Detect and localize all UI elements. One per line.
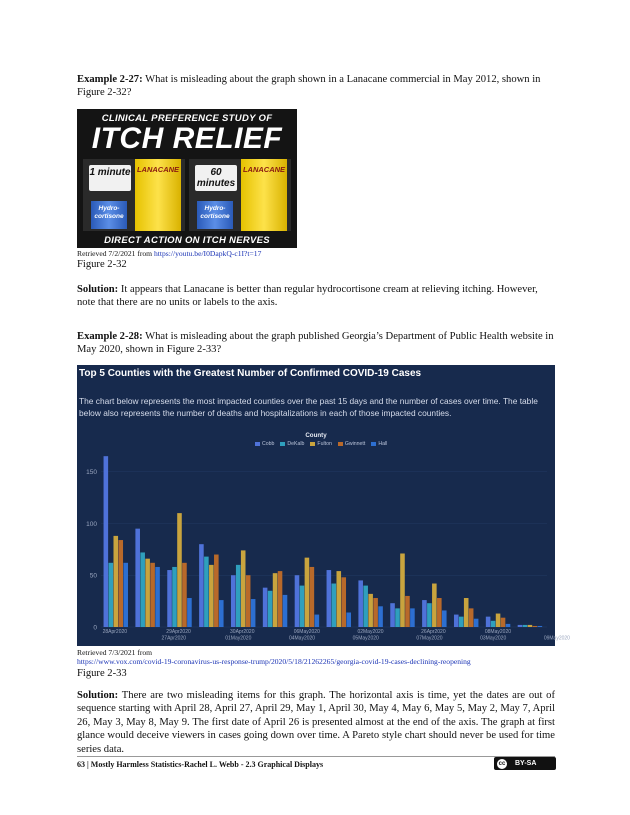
bar — [378, 606, 383, 627]
cc-icon: cc — [498, 760, 506, 767]
lanacane-ad-image — [77, 109, 297, 248]
bar — [533, 626, 538, 627]
covid-chart — [77, 365, 570, 646]
bar — [231, 575, 236, 627]
solution-label: Solution: — [77, 690, 119, 701]
bar — [273, 573, 278, 627]
bar — [523, 625, 528, 627]
x-tick-label: 30Apr2020 — [230, 629, 255, 635]
bar — [422, 600, 427, 627]
chart-description: The chart below represents the most impacted counties over the past 15 days and the number of cases over time. The table below also represents the number of deaths and hospitalizations in each of those impacted counties. — [79, 396, 538, 418]
solution-2-27 — [77, 283, 555, 310]
chart-plot — [77, 365, 570, 646]
license-text: BY-SA — [515, 760, 537, 767]
legend-title: County — [305, 432, 327, 439]
x-tick-label: 01May2020 — [225, 635, 252, 642]
bar — [341, 577, 346, 627]
bar — [219, 600, 224, 627]
bar — [405, 596, 410, 627]
bar — [150, 563, 155, 627]
bar — [442, 610, 447, 627]
bar — [518, 625, 523, 627]
bar — [310, 567, 315, 627]
x-tick-label: 02May2020 — [357, 629, 384, 635]
bar — [332, 584, 337, 627]
solution-text: It appears that Lanacane is better than regular hydrocortisone cream at relieving itching. However, note that there are no units or labels to the axis. — [77, 284, 538, 309]
bar — [140, 552, 145, 627]
retrieved-text: Retrieved 7/2/2021 from — [77, 249, 154, 258]
bar — [155, 567, 160, 627]
bar — [459, 617, 464, 627]
bar — [209, 565, 214, 627]
bar — [113, 536, 118, 627]
figure-2-33-source — [77, 657, 471, 666]
example-2-28 — [77, 330, 555, 357]
bar — [538, 626, 543, 627]
example-label: Example 2-28: — [77, 331, 143, 342]
bar — [501, 618, 506, 627]
y-tick-label: 100 — [86, 520, 97, 528]
bar — [346, 613, 351, 627]
panel-2-time: 60 minutes — [196, 167, 236, 189]
x-tick-label: 09May2020 — [543, 635, 570, 642]
bar — [358, 580, 363, 627]
bar — [363, 586, 368, 627]
source-link[interactable]: https://youtu.be/I0DapkQ-c1I?t=17 — [153, 249, 262, 258]
x-tick-label: 06May2020 — [293, 629, 320, 635]
y-tick-label: 50 — [89, 572, 97, 580]
x-tick-label: 08May2020 — [484, 629, 512, 635]
bar — [305, 558, 310, 627]
bar — [464, 598, 469, 627]
example-text: What is misleading about the graph shown in a Lanacane commercial in May 2012, shown in Figure 2-32? — [77, 74, 541, 99]
legend-label: Gwinnett — [344, 441, 366, 447]
example-label: Example 2-27: — [77, 74, 143, 85]
bar — [109, 563, 114, 627]
bar — [283, 595, 288, 627]
bar — [373, 598, 378, 627]
bar — [145, 559, 150, 627]
bar — [336, 571, 341, 627]
bar — [295, 575, 300, 627]
solution-text: There are two misleading items for this graph. The horizontal axis is time, yet the dates are out of sequence starting with April 28, April 27, April 29, May 1, April 30, May 4, May 6, May 5, May 2, May 7, April 26, May 3, May 8, May 9. The first date of April 26 is presented almost at the end of the axis. The graph at first glance would deceive viewers in cases going down over time. A Pareto style chart should never be used for time series data. — [77, 690, 555, 755]
figure-2-32-source — [77, 249, 261, 258]
bar — [395, 608, 400, 627]
panel-2-lanacane-bar — [241, 159, 287, 231]
ad-footer-text: DIRECT ACTION ON ITCH NERVES — [104, 235, 270, 246]
bar — [177, 513, 182, 627]
ad-panel-1 — [83, 159, 185, 231]
panel-1-lanacane-bar — [135, 159, 181, 231]
panel-1-brand: LANACANE — [136, 165, 180, 174]
bar — [300, 586, 305, 627]
bar — [187, 598, 192, 627]
ad-panel-2 — [189, 159, 291, 231]
x-tick-label: 03May2020 — [480, 635, 507, 642]
bar — [390, 603, 395, 627]
example-text: What is misleading about the graph published Georgia’s Department of Public Health website in May 2020, shown in Figure 2-33? — [77, 331, 554, 356]
bar — [268, 591, 273, 627]
figure-2-32-caption: Figure 2-32 — [77, 259, 127, 270]
bar — [454, 615, 459, 627]
y-tick-label: 0 — [93, 624, 97, 632]
bar — [251, 599, 256, 627]
source-link[interactable]: https://www.vox.com/covid-19-coronavirus-us-response-trump/2020/5/18/21262265/georgia-covid-19-cases-declining-reopening — [77, 657, 471, 666]
bar — [400, 553, 405, 627]
x-tick-label: 07May2020 — [416, 635, 443, 642]
bar — [118, 540, 123, 627]
figure-2-33-caption: Figure 2-33 — [77, 668, 127, 679]
bar — [123, 563, 128, 627]
bar — [315, 615, 320, 627]
bar — [135, 529, 140, 627]
example-2-27 — [77, 73, 555, 100]
bar — [432, 584, 437, 627]
bar — [104, 456, 109, 627]
bar — [368, 594, 373, 627]
bar — [167, 570, 172, 627]
solution-2-28 — [77, 689, 555, 756]
bar — [496, 614, 501, 627]
bar — [486, 617, 491, 627]
y-tick-label: 150 — [86, 469, 97, 477]
bar — [182, 563, 187, 627]
bar — [204, 557, 209, 627]
bar — [241, 550, 246, 627]
legend-label: Hall — [378, 441, 388, 447]
panel-1-time: 1 minute — [89, 165, 131, 191]
x-tick-label: 05May2020 — [352, 635, 379, 642]
bar — [437, 598, 442, 627]
bar — [278, 571, 283, 627]
chart-title: Top 5 Counties with the Greatest Number of Confirmed COVID-19 Cases — [79, 368, 422, 379]
legend-label: Fulton — [317, 441, 332, 447]
bar — [528, 625, 533, 627]
figure-2-33-source-label: Retrieved 7/3/2021 from — [77, 648, 153, 657]
panel-1-hydro-bar: Hydro- cortisone — [91, 201, 127, 229]
ad-headline-large: ITCH RELIEF — [91, 122, 283, 155]
bar — [410, 608, 415, 627]
legend-label: DeKalb — [287, 441, 305, 447]
ad-headline-small: CLINICAL PREFERENCE STUDY OF — [101, 113, 273, 124]
panel-2-brand: LANACANE — [242, 165, 286, 174]
bar — [246, 575, 251, 627]
footer-rule — [77, 756, 555, 757]
bar — [172, 567, 177, 627]
footer-text: 63 | Mostly Harmless Statistics-Rachel L. Webb - 2.3 Graphical Displays — [77, 760, 324, 769]
bar — [327, 570, 332, 627]
bar — [427, 603, 432, 627]
panel-2-hydro-bar: Hydro- cortisone — [197, 201, 233, 229]
x-tick-label: 28Apr2020 — [102, 629, 128, 635]
solution-label: Solution: — [77, 284, 119, 295]
bar — [199, 544, 204, 627]
bar — [214, 555, 219, 627]
bar — [506, 624, 511, 627]
bar — [263, 588, 268, 627]
x-tick-label: 04May2020 — [288, 635, 316, 642]
bar — [491, 621, 496, 627]
x-tick-label: 26Apr2020 — [421, 629, 446, 635]
x-tick-label: 29Apr2020 — [166, 629, 191, 635]
x-tick-label: 27Apr2020 — [161, 635, 186, 642]
cc-license-badge — [494, 757, 556, 770]
bar — [236, 565, 241, 627]
bar — [469, 608, 474, 627]
legend-label: Cobb — [262, 441, 275, 447]
bar — [474, 619, 479, 627]
